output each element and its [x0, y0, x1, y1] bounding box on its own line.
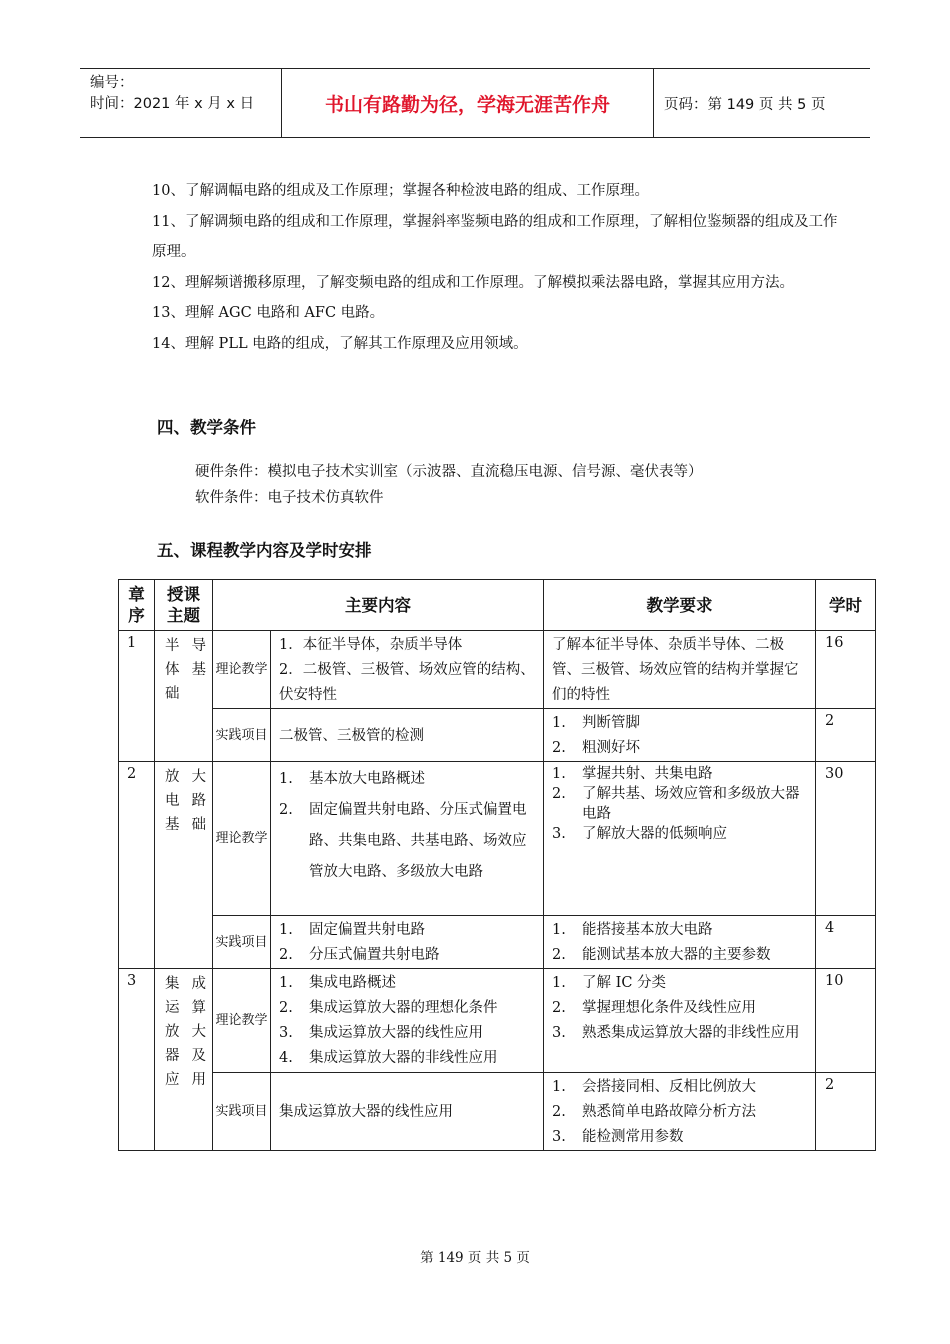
requirement-item: 3. 能检测常用参数	[552, 1129, 684, 1145]
content-item: 2. 固定偏置共射电路、分压式偏置电路、共集电路、共基电路、场效应管放大电路、多级放大电路	[279, 802, 527, 880]
row-type-label: 理论教学	[213, 969, 271, 1073]
document-date: 时间：2021 年 x 月 x 日	[90, 96, 255, 112]
row-type-label: 实践项目	[213, 709, 271, 762]
page-header	[80, 68, 870, 138]
teaching-requirement: 了解本征半导体、杂质半导体、二极管、三极管、场效应管的结构并掌握它们的特性	[544, 631, 816, 709]
header-content: 主要内容	[213, 580, 544, 631]
teaching-requirement	[544, 709, 816, 762]
schedule-table	[118, 579, 876, 1151]
chapter-topic: 集成运算放大器及应用	[155, 969, 213, 1151]
row-type-label: 理论教学	[213, 631, 271, 709]
hours: 30	[816, 762, 876, 916]
hours: 10	[816, 969, 876, 1073]
teaching-requirement	[544, 969, 816, 1073]
header-requirement: 教学要求	[544, 580, 816, 631]
document-number: 编号：	[90, 75, 134, 91]
requirement-item: 3. 了解放大器的低频响应	[552, 826, 727, 842]
row-type-label: 实践项目	[213, 1073, 271, 1151]
chapter-number: 3	[119, 969, 155, 1151]
requirement-item: 3. 熟悉集成运算放大器的非线性应用	[552, 1025, 800, 1041]
objectives-list	[152, 176, 842, 359]
chapter-topic: 放大电路基础	[155, 762, 213, 969]
main-content: 二极管、三极管的检测	[271, 709, 544, 762]
header-topic: 授课主题	[155, 580, 213, 631]
requirement-item: 2. 能测试基本放大器的主要参数	[552, 947, 771, 963]
software-conditions: 软件条件：电子技术仿真软件	[195, 490, 384, 506]
objective-item: 13、理解 AGC 电路和 AFC 电路。	[152, 305, 385, 321]
main-content	[271, 762, 544, 916]
header-hours: 学时	[816, 580, 876, 631]
teaching-requirement	[544, 1073, 816, 1151]
header-chapter: 章序	[119, 580, 155, 631]
content-item: 1. 基本放大电路概述	[279, 771, 425, 787]
objective-item: 14、理解 PLL 电路的组成，了解其工作原理及应用领域。	[152, 335, 528, 352]
requirement-item: 1. 能搭接基本放大电路	[552, 922, 713, 938]
requirement-item: 2. 粗测好坏	[552, 740, 640, 756]
main-content	[271, 969, 544, 1073]
table-row	[119, 1073, 876, 1151]
row-type-label: 实践项目	[213, 916, 271, 969]
chapter-number: 1	[119, 631, 155, 762]
requirement-item: 2. 掌握理想化条件及线性应用	[552, 1000, 756, 1016]
page-footer: 第 149 页 共 5 页	[420, 1250, 530, 1266]
requirement-item: 2. 熟悉简单电路故障分析方法	[552, 1104, 756, 1120]
requirement-item: 2. 了解共基、场效应管和多级放大器电路	[552, 786, 800, 822]
hours: 2	[816, 709, 876, 762]
header-motto: 书山有路勤为径，学海无涯苦作舟	[282, 69, 654, 137]
requirement-item: 1. 会搭接同相、反相比例放大	[552, 1079, 756, 1095]
table-row	[119, 762, 876, 916]
main-content: 集成运算放大器的线性应用	[271, 1073, 544, 1151]
table-row	[119, 969, 876, 1073]
content-item: 1. 固定偏置共射电路	[279, 922, 425, 938]
chapter-number: 2	[119, 762, 155, 969]
content-item: 3. 集成运算放大器的线性应用	[279, 1025, 483, 1041]
main-content	[271, 916, 544, 969]
requirement-item: 1. 掌握共射、共集电路	[552, 766, 713, 782]
content-item: 1. 集成电路概述	[279, 975, 396, 991]
content-item: 4. 集成运算放大器的非线性应用	[279, 1050, 498, 1066]
requirement-item: 1. 了解 IC 分类	[552, 975, 667, 991]
objective-item: 11、了解调频电路的组成和工作原理，掌握斜率鉴频电路的组成和工作原理，了解相位鉴频器的组成及工作原理。	[152, 213, 838, 260]
objective-item: 12、理解频谱搬移原理，了解变频电路的组成和工作原理。了解模拟乘法器电路，掌握其应用方法。	[152, 274, 794, 291]
hours: 16	[816, 631, 876, 709]
section-heading-conditions: 四、教学条件	[157, 418, 256, 437]
section-heading-schedule: 五、课程教学内容及学时安排	[157, 541, 372, 560]
content-item: 1．本征半导体，杂质半导体	[279, 637, 463, 653]
table-row	[119, 709, 876, 762]
hours: 2	[816, 1073, 876, 1151]
header-page-info: 页码：第 149 页 共 5 页	[664, 96, 826, 113]
hours: 4	[816, 916, 876, 969]
content-item: 2. 分压式偏置共射电路	[279, 947, 440, 963]
table-row	[119, 916, 876, 969]
header-meta	[80, 69, 282, 137]
teaching-requirement	[544, 916, 816, 969]
table-row	[119, 631, 876, 709]
teaching-requirement	[544, 762, 816, 916]
row-type-label: 理论教学	[213, 762, 271, 916]
requirement-item: 1. 判断管脚	[552, 715, 640, 731]
teaching-conditions	[195, 459, 703, 511]
hardware-conditions: 硬件条件：模拟电子技术实训室（示波器、直流稳压电源、信号源、毫伏表等）	[195, 464, 703, 480]
content-item: 2. 集成运算放大器的理想化条件	[279, 1000, 498, 1016]
main-content	[271, 631, 544, 709]
chapter-topic: 半导体基础	[155, 631, 213, 762]
objective-item: 10、了解调幅电路的组成及工作原理；掌握各种检波电路的组成、工作原理。	[152, 183, 649, 199]
content-item: 2．二极管、三极管、场效应管的结构、伏安特性	[279, 662, 535, 703]
table-header-row	[119, 580, 876, 631]
